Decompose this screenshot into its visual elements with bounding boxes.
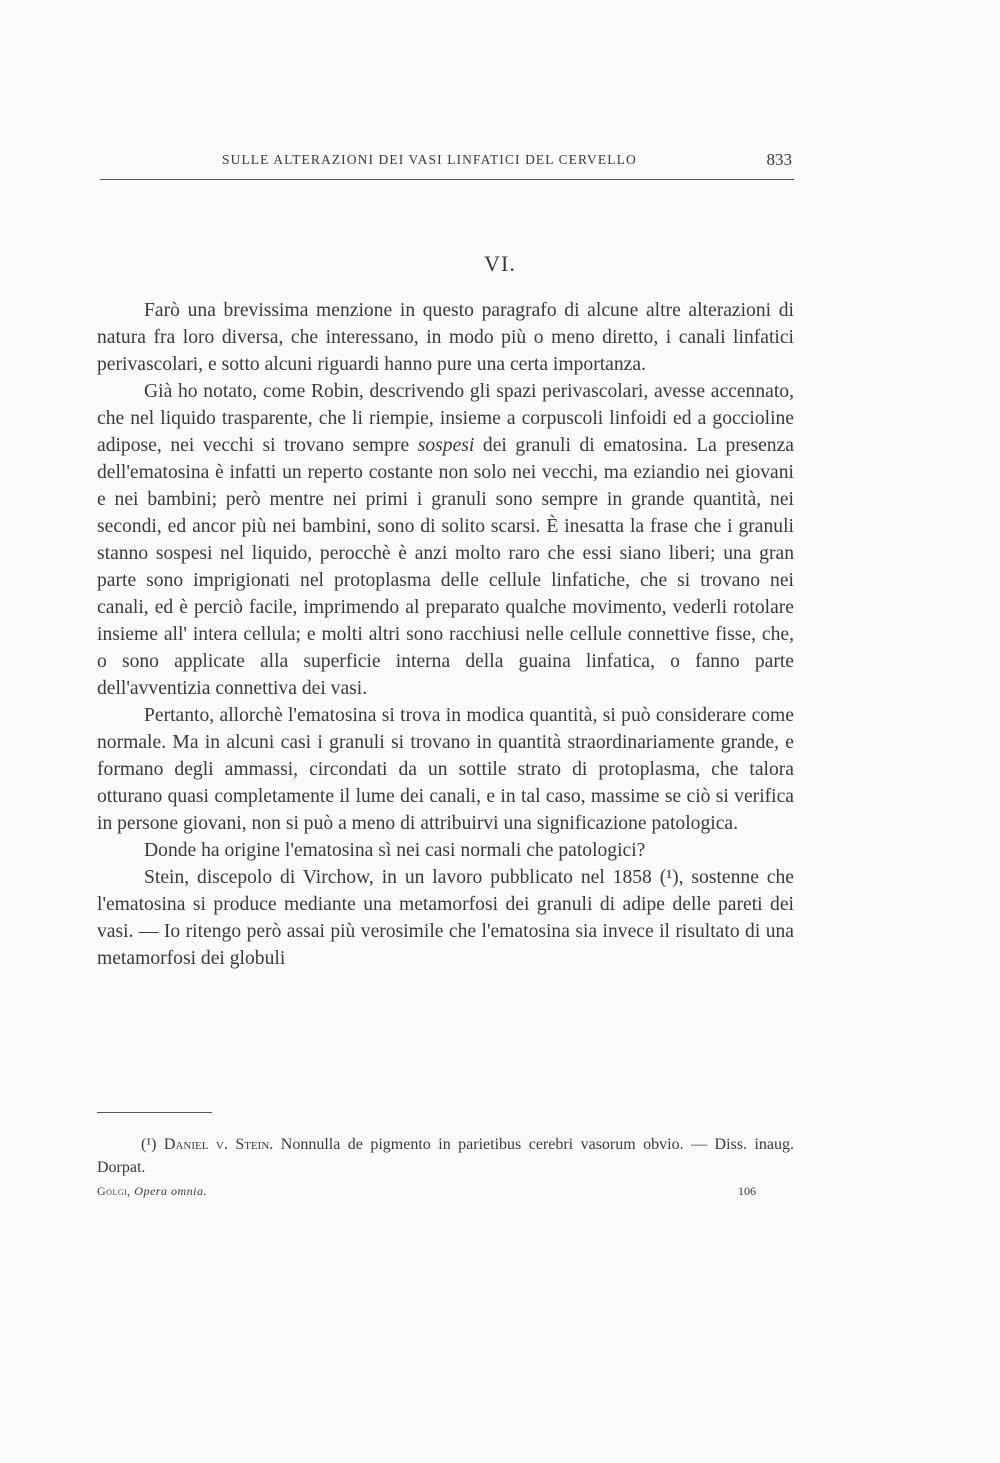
running-title: SULLE ALTERAZIONI DEI VASI LINFATICI DEL CERVELLO: [222, 152, 637, 167]
footnote: [97, 1133, 794, 1179]
running-header: [100, 150, 794, 180]
signature-number: 106: [738, 1184, 756, 1198]
paragraph: Farò una brevissima menzione in questo paragrafo di alcune altre alterazioni di natura fra loro diversa, che interessano, in modo più o meno diretto, i canali linfatici perivascolari, e sotto alcuni riguardi hanno pure una certa importanza.: [97, 300, 794, 375]
footnote-author: Daniel v. Stein.: [163, 1136, 274, 1153]
paragraph: Donde ha origine l'ematosina sì nei casi normali che patologici?: [144, 840, 646, 861]
footnote-text: Nonnulla de pigmento in parietibus cerebri vasorum obvio. — Diss. inaug. Dorpat.: [97, 1136, 795, 1176]
signature-work: Opera omnia.: [134, 1184, 207, 1198]
emphasis-text: sospesi: [417, 435, 475, 456]
footnote-marker: (¹): [141, 1136, 157, 1153]
paragraph: Pertanto, allorchè l'ematosina si trova in modica quantità, si può considerare come normale. Ma in alcuni casi i granuli si trovano in quantità straordinariamente grande, e formano degli ammassi, circondati da un sottile strato di protoplasma, che talora otturano quasi completamente il lume dei canali, e in tal caso, massime se ciò si verifica in persone giovani, non si può a meno di attribuirvi una significazione patologica.: [97, 705, 794, 834]
section-title: VI.: [484, 251, 516, 276]
paragraph-text: Già ho notato, come Robin, descrivendo gli spazi perivascolari, avesse accennato, che nel liquido trasparente, che li riempie, insieme a corpuscoli linfoidi ed a goccioline adipose, nei vecchi si trovano sempre: [97, 381, 794, 456]
page-number: 833: [766, 150, 792, 169]
body-text: [97, 297, 794, 972]
paragraph: [97, 378, 794, 702]
paragraph: Stein, discepolo di Virchow, in un lavoro pubblicato nel 1858 (¹), sostenne che l'ematosina si produce mediante una metamorfosi dei granuli di adipe delle pareti dei vasi. — Io ritengo però assai più verosimile che l'ematosina sia invece il risultato di una metamorfosi dei globuli: [97, 867, 794, 969]
signature-author: Golgi,: [97, 1184, 131, 1198]
paragraph-text: dei granuli di ematosina. La presenza dell'ematosina è infatti un reperto costante non solo nei vecchi, ma eziandio nei giovani e nei bambini; però mentre nei primi i granuli sono sempre in grande quantità, nei secondi, ed ancor più nei bambini, sono di solito scarsi. È inesatta la frase che i granuli stanno sospesi nel liquido, perocchè è anzi molto raro che essi siano liberi; una gran parte sono imprigionati nel protoplasma delle cellule linfatiche, che si trovano nei canali, ed è perciò facile, imprimendo al preparato qualche movimento, vederli rotolare insieme all' intera cellula; e molti altri sono racchiusi nelle cellule connettive fisse, che, o sono applicate alla superficie interna della guaina linfatica, o fanno parte dell'avventizia connettiva dei vasi.: [97, 435, 794, 699]
footnote-rule: [97, 1112, 212, 1113]
signature-mark: [97, 1184, 207, 1199]
header-rule: [100, 179, 794, 180]
